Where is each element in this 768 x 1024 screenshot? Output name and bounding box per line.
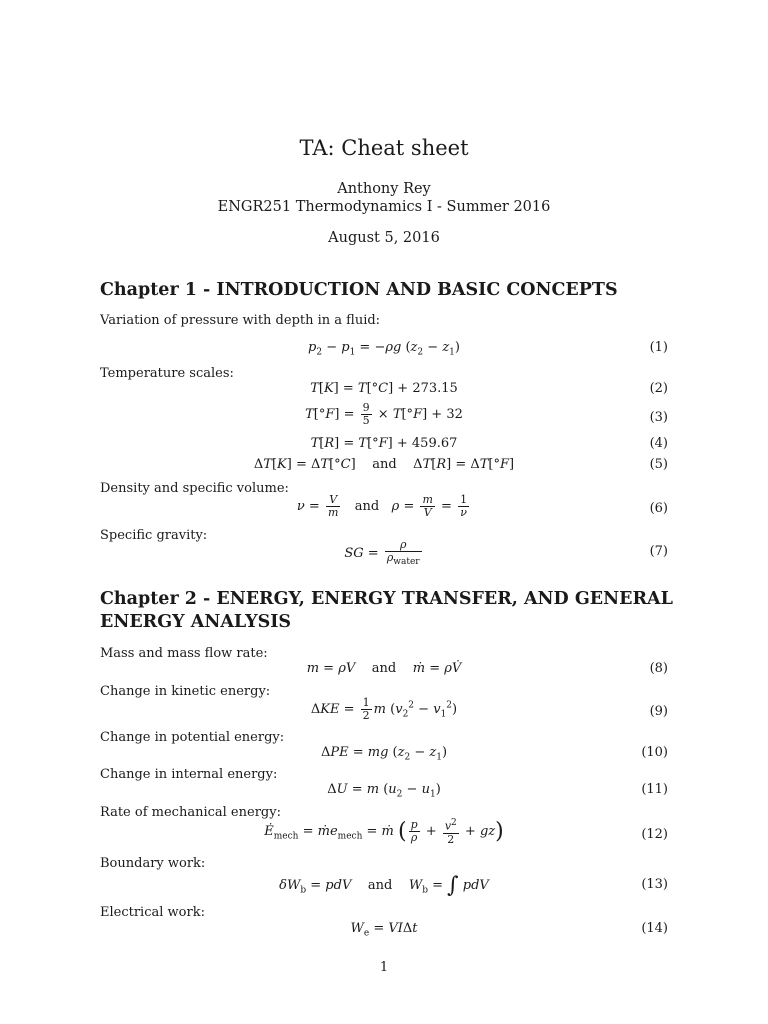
author-name: Anthony Rey [337,181,431,197]
document-title: TA: Cheat sheet [299,136,469,160]
equation-8: m = ρV and ṁ = ρV̇ [306,661,462,676]
equation-number-12: (12) [641,827,668,842]
equation-number-4: (4) [649,436,668,451]
equation-5: ΔT[K] = ΔT[°C] and ΔT[R] = ΔT[°F] [253,457,515,472]
equation-6: ν = $\frac{V}{m}$ and ρ = $\frac{m}{V}$ = $\frac{1}{\nu}$ [296,493,468,519]
equation-number-10: (10) [641,745,668,760]
label-temperature: Temperature scales: [100,366,234,381]
label-kinetic: Change in kinetic energy: [100,684,271,699]
label-pressure: Variation of pressure with depth in a fluid: [100,313,381,328]
equation-number-14: (14) [641,921,668,936]
equation-number-11: (11) [641,782,668,797]
equation-number-2: (2) [649,381,668,396]
equation-11: ΔU = m $(u_2 - u_1)$ [327,782,441,800]
equation-2: T[K] = T[°C] + 273.15 [310,381,458,396]
equation-7: SG = $\frac{\rho}{\rho_{water}}$ [344,538,420,568]
chapter-1-heading: Chapter 1 - INTRODUCTION AND BASIC CONCEPTS [100,280,618,300]
equation-13: $\delta W_b$ = pdV and $W_b$ = ∫ pdV [279,873,489,898]
equation-3: T[°F] = $\frac{9}{5}$ × T[°F] + 32 [305,401,463,427]
label-electrical: Electrical work: [100,905,205,920]
label-gravity: Specific gravity: [100,528,208,543]
equation-number-1: (1) [649,340,668,355]
label-mass: Mass and mass flow rate: [100,646,268,661]
equation-number-7: (7) [649,544,668,559]
equation-number-13: (13) [641,877,668,892]
equation-number-6: (6) [649,501,668,516]
document-date: August 5, 2016 [328,230,440,246]
label-potential: Change in potential energy: [100,730,285,745]
equation-14: $W_e = VI\Delta t$ [350,921,418,939]
equation-number-9: (9) [649,704,668,719]
page-number: 1 [379,960,389,975]
chapter-2-heading: Chapter 2 - ENERGY, ENERGY TRANSFER, AND GENERAL ENERGY ANALYSIS [100,589,673,632]
equation-number-3: (3) [649,410,668,425]
label-internal: Change in internal energy: [100,767,278,782]
equation-number-5: (5) [649,457,668,472]
course-name: ENGR251 Thermodynamics I - Summer 2016 [217,199,551,215]
equation-1: $p_2 - p_1 = -\rho g$ $(z_2 - z_1)$ [308,340,460,358]
equation-12: $Ė_{mech}$ = ṁe$_{mech}$ = ṁ ( $\frac{p}{\rho}$ + $\frac{v^2}{2}$ + gz) [264,817,504,846]
equation-number-8: (8) [649,661,668,676]
label-density: Density and specific volume: [100,481,289,496]
equation-4: T[R] = T[°F] + 459.67 [310,436,458,451]
label-boundary: Boundary work: [100,856,206,871]
equation-10: ΔPE = mg $(z_2 - z_1)$ [320,745,448,763]
equation-9: ΔKE = $\frac{1}{2}$ m $(v_2^2 - v_1^2)$ [310,696,458,722]
label-mechanical: Rate of mechanical energy: [100,805,281,820]
